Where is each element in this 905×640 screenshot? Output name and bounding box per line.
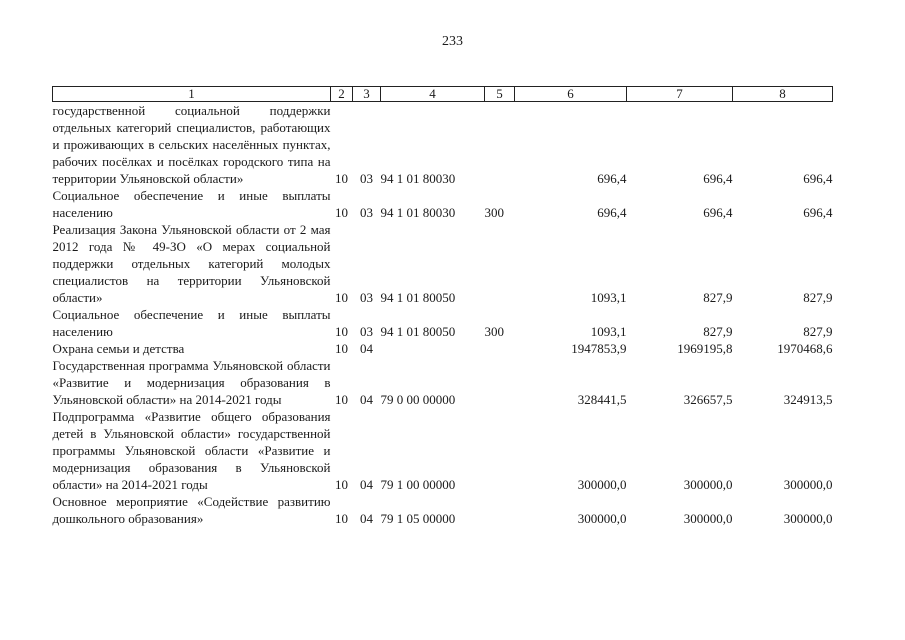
row-name: Социальное обеспечение и иные выплаты населению	[52, 188, 331, 220]
row-name: Государственная программа Ульяновской области «Развитие и модернизация образования в Ульяновской области» на 2014-2021 годы	[52, 358, 331, 407]
row-section: 10	[335, 171, 348, 186]
row-value-8: 827,9	[803, 324, 833, 339]
row-subsection: 04	[360, 341, 373, 356]
row-value-8: 300000,0	[783, 477, 833, 492]
row-expense-type	[485, 408, 515, 493]
row-expense-type	[485, 102, 515, 188]
row-expense-type: 300	[484, 324, 504, 339]
row-subsection: 03	[360, 205, 373, 220]
row-value-7: 696,4	[703, 171, 733, 186]
table-row	[53, 306, 833, 340]
table-row	[53, 357, 833, 408]
column-header-7: 7	[627, 87, 733, 102]
row-value-6: 300000,0	[577, 477, 627, 492]
row-expense-type	[485, 493, 515, 527]
row-section: 10	[335, 511, 348, 526]
row-value-6: 696,4	[597, 171, 627, 186]
row-subsection: 04	[360, 392, 373, 407]
page-number: 233	[442, 34, 463, 49]
row-section: 10	[335, 341, 348, 356]
row-name: Охрана семьи и детства	[52, 341, 185, 356]
row-value-6: 328441,5	[577, 392, 627, 407]
row-section: 10	[335, 392, 348, 407]
row-subsection: 03	[360, 324, 373, 339]
row-expense-type	[485, 340, 515, 357]
row-value-8: 324913,5	[783, 392, 833, 407]
row-target-code: 79 1 00 00000	[380, 477, 456, 492]
row-value-8: 696,4	[803, 205, 833, 220]
column-header-4: 4	[381, 87, 485, 102]
row-target-code	[381, 340, 485, 357]
column-header-8: 8	[733, 87, 833, 102]
row-value-7: 696,4	[703, 205, 733, 220]
column-header-3: 3	[353, 87, 381, 102]
row-name: Подпрограмма «Развитие общего образования детей в Ульяновской области» государственной программы Ульяновской области «Развитие и модернизация образования в Ульяновской области» на 2014-2021 годы	[52, 409, 331, 492]
row-expense-type: 300	[484, 205, 504, 220]
table-row	[53, 340, 833, 357]
table-body	[53, 102, 833, 528]
row-section: 10	[335, 324, 348, 339]
table-row	[53, 408, 833, 493]
row-value-7: 827,9	[703, 324, 733, 339]
row-value-7: 326657,5	[683, 392, 733, 407]
column-header-5: 5	[485, 87, 515, 102]
row-target-code: 94 1 01 80030	[380, 171, 456, 186]
row-target-code: 94 1 01 80050	[380, 324, 456, 339]
row-value-6: 1093,1	[590, 290, 627, 305]
row-expense-type	[485, 221, 515, 306]
column-header-1: 1	[53, 87, 331, 102]
row-value-7: 300000,0	[683, 511, 733, 526]
row-target-code: 94 1 01 80050	[380, 290, 456, 305]
row-value-8: 827,9	[803, 290, 833, 305]
row-value-6: 696,4	[597, 205, 627, 220]
budget-table	[52, 86, 833, 527]
column-header-2: 2	[331, 87, 353, 102]
table-row	[53, 221, 833, 306]
row-target-code: 79 1 05 00000	[380, 511, 456, 526]
row-expense-type	[485, 357, 515, 408]
row-target-code: 94 1 01 80030	[380, 205, 456, 220]
row-subsection: 03	[360, 290, 373, 305]
row-value-6: 300000,0	[577, 511, 627, 526]
row-subsection: 04	[360, 477, 373, 492]
row-name: Основное мероприятие «Содействие развитию дошкольного образования»	[52, 494, 331, 526]
table-row	[53, 187, 833, 221]
row-value-6: 1093,1	[590, 324, 627, 339]
row-name: Социальное обеспечение и иные выплаты населению	[52, 307, 331, 339]
row-subsection: 04	[360, 511, 373, 526]
row-value-7: 827,9	[703, 290, 733, 305]
row-name: Реализация Закона Ульяновской области от 2 мая 2012 года № 49-ЗО «О мерах социальной поддержки отдельных категорий молодых специалистов на территории Ульяновской области»	[52, 222, 331, 305]
row-section: 10	[335, 205, 348, 220]
row-value-8: 696,4	[803, 171, 833, 186]
row-subsection: 03	[360, 171, 373, 186]
row-value-6: 1947853,9	[571, 341, 627, 356]
row-target-code: 79 0 00 00000	[380, 392, 456, 407]
row-value-8: 1970468,6	[777, 341, 833, 356]
table-row	[53, 493, 833, 527]
row-value-7: 300000,0	[683, 477, 733, 492]
table-header	[53, 87, 833, 102]
row-value-8: 300000,0	[783, 511, 833, 526]
row-section: 10	[335, 290, 348, 305]
column-header-6: 6	[515, 87, 627, 102]
table-row	[53, 102, 833, 188]
row-name: государственной социальной поддержки отдельных категорий специалистов, работающих и проживающих в сельских населённых пунктах, рабочих посёлках и посёлках городского типа на территории Ульяновской области»	[52, 103, 331, 186]
row-section: 10	[335, 477, 348, 492]
row-value-7: 1969195,8	[677, 341, 733, 356]
